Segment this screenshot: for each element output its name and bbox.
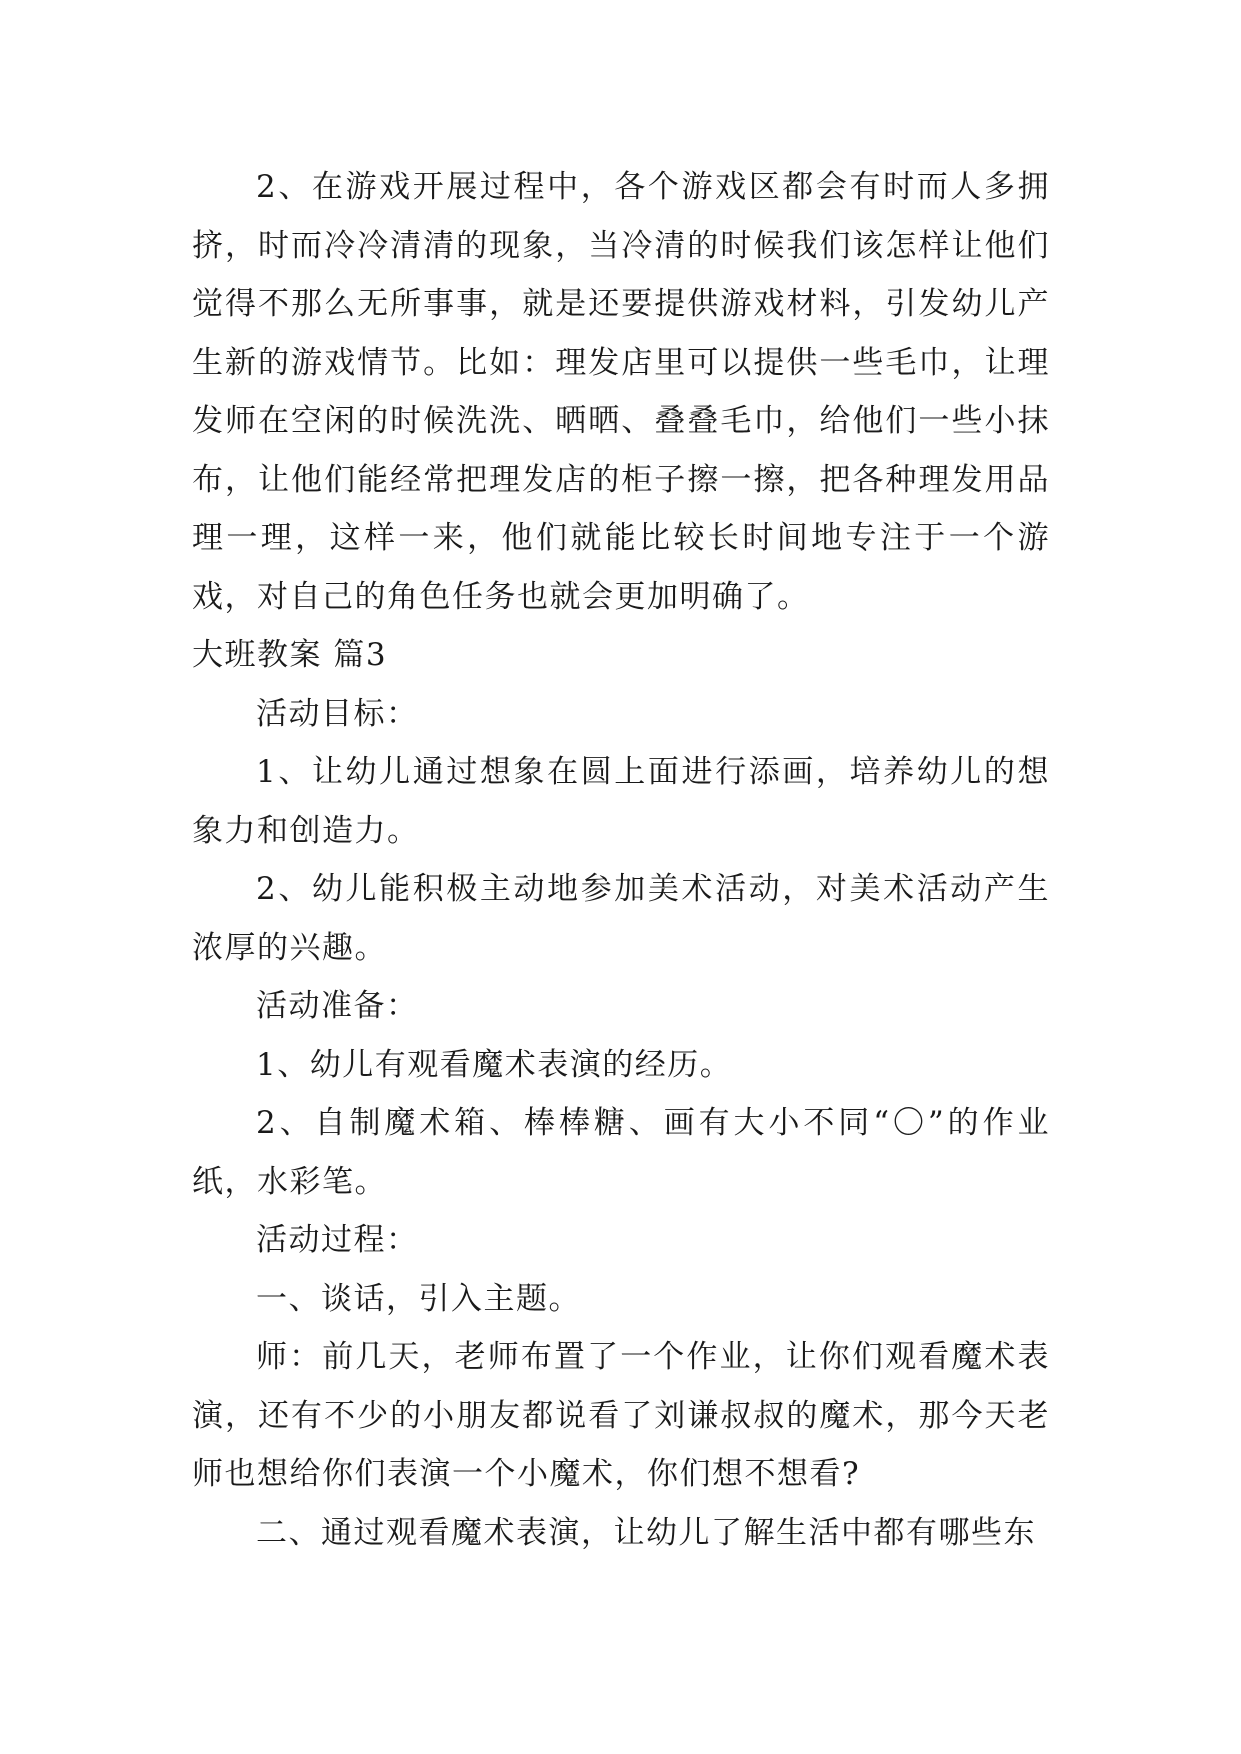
prep-item-1: 1、幼儿有观看魔术表演的经历。 — [256, 1046, 733, 1083]
process-step-1: 一、谈话，引入主题。 — [256, 1280, 581, 1317]
activity-goals-label: 活动目标： — [256, 695, 419, 732]
prep-item-2: 2、自制魔术箱、棒棒糖、画有大小不同“〇”的作业纸，水彩笔。 — [192, 1105, 1050, 1200]
process-step-2: 二、通过观看魔术表演，让幼儿了解生活中都有哪些东 — [256, 1514, 1036, 1551]
section-heading: 大班教案 篇3 — [192, 637, 388, 673]
goal-item-2: 2、幼儿能积极主动地参加美术活动，对美术活动产生浓厚的兴趣。 — [192, 871, 1050, 966]
activity-process-label: 活动过程： — [256, 1222, 419, 1258]
paragraph-game-materials: 2、在游戏开展过程中，各个游戏区都会有时而人多拥挤，时而冷冷清清的现象，当冷清的时候我们该怎样让他们觉得不那么无所事事，就是还要提供游戏材料，引发幼儿产生新的游戏情节。比如：理发店里可以提供一些毛巾，让理发师在空闲的时候洗洗、晒晒、叠叠毛巾，给他们一些小抹布，让他们能经常把理发店的柜子擦一擦，把各种理发用品理一理，这样一来，他们就能比较长时间地专注于一个游戏，对自己的角色任务也就会更加明确了。 — [192, 169, 1050, 615]
document-body — [192, 158, 1050, 1562]
activity-prep-label: 活动准备： — [256, 988, 419, 1024]
goal-item-1: 1、让幼儿通过想象在圆上面进行添画，培养幼儿的想象力和创造力。 — [192, 754, 1050, 849]
teacher-dialogue: 师：前几天，老师布置了一个作业，让你们观看魔术表演，还有不少的小朋友都说看了刘谦叔叔的魔术，那今天老师也想给你们表演一个小魔术，你们想不想看? — [192, 1339, 1050, 1492]
